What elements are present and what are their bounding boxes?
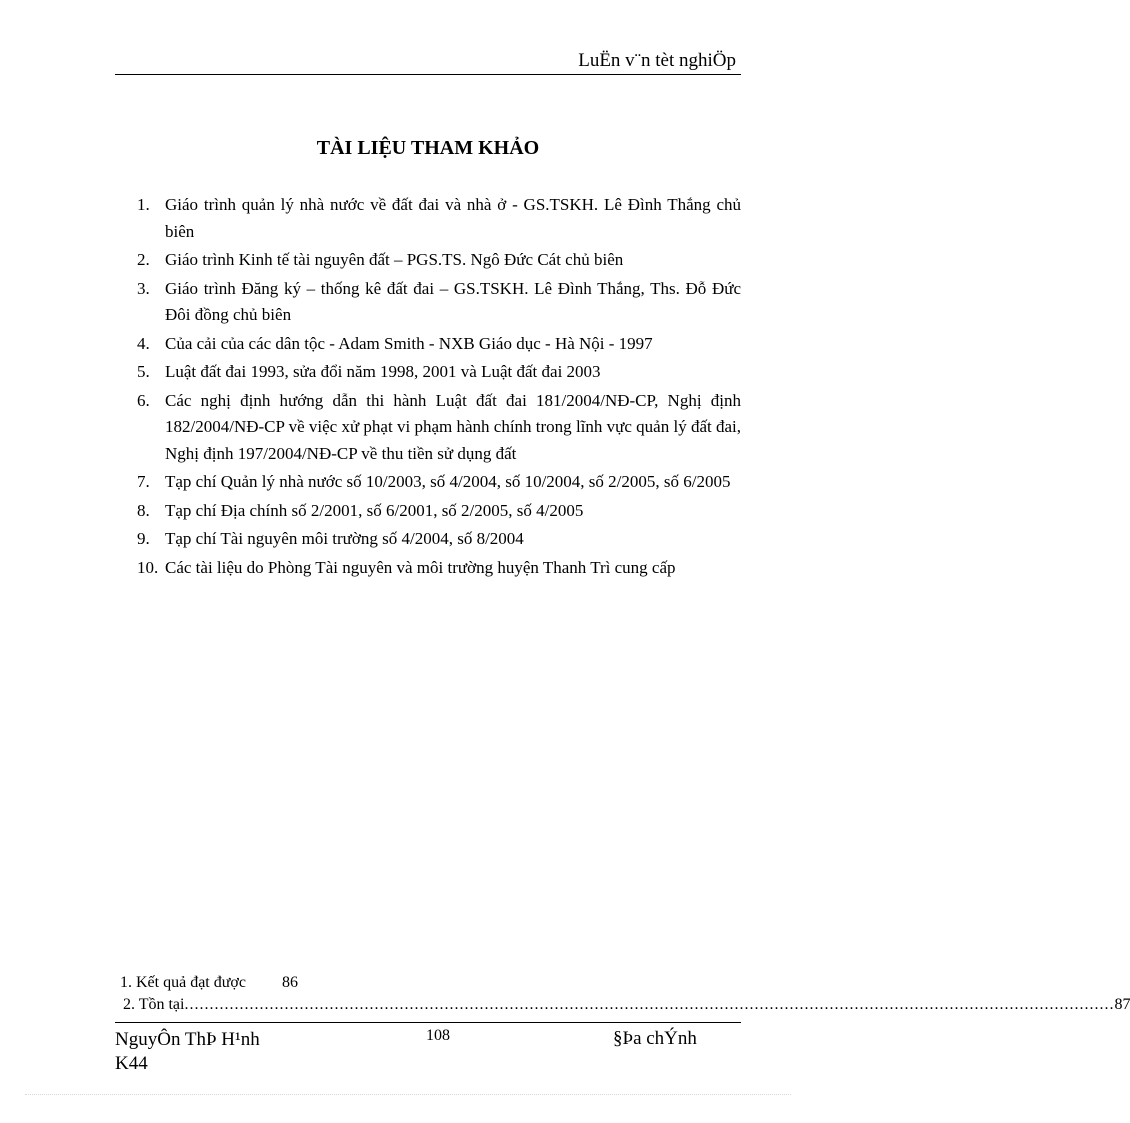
running-header-title: LuËn v¨n tèt nghiÖp [578,50,736,71]
reference-number: 6. [137,390,150,410]
reference-number: 5. [137,362,150,381]
footer-author-name: NguyÔn ThÞ H¹nh [115,1029,260,1050]
reference-number: 8. [137,500,150,520]
reference-number: 10. [137,557,159,577]
reference-item [137,555,741,582]
reference-text: Tạp chí Địa chính số 2/2001, số 6/2001, số 2/2005, số 4/2005 [165,500,584,520]
toc-entry-page: 87 [1114,996,1130,1013]
reference-number: 3. [137,278,150,298]
reference-number: 4. [137,333,150,353]
toc-entry-label: 1. Kết quả đạt được [120,974,246,991]
reference-item [137,388,741,468]
page-number: 108 [426,1027,450,1044]
reference-item [137,192,741,245]
reference-text: Các nghị định hướng dẫn thi hành Luật đất đai 181/2004/NĐ-CP, Nghị định 182/2004/NĐ-CP về việc xử phạt vi phạm hành chính trong lĩnh vực quản lý đất đai, Nghị định 197/2004/NĐ-CP về thu tiền sử dụng đất [165,390,741,463]
reference-text: Tạp chí Tài nguyên môi trường số 4/2004, số 8/2004 [165,529,524,548]
page-edge-divider [25,1094,791,1095]
reference-text: Luật đất đai 1993, sửa đổi năm 1998, 2001 và Luật đất đai 2003 [165,362,601,381]
toc-entry [120,974,762,996]
reference-item [137,498,741,525]
toc-leader-dots: .......................................................................................................................................................................................... [184,996,1115,1013]
toc-entry [120,996,1130,1014]
toc-entry-page: 86 [281,974,298,991]
reference-item [137,276,741,329]
footer-department: §Þa chÝnh [613,1028,697,1049]
toc-fragment [120,974,1130,1014]
reference-text: Tạp chí Quản lý nhà nước số 10/2003, số 4/2004, số 10/2004, số 2/2005, số 6/2005 [165,472,731,491]
footer-rule [115,1022,741,1023]
reference-number: 1. [137,195,150,214]
reference-item [137,469,741,496]
references-heading: TÀI LIỆU THAM KHẢO [316,137,540,159]
reference-number: 2. [137,250,150,269]
reference-item [137,526,741,553]
toc-entry-label: 2. Tồn tại [123,996,185,1013]
reference-number: 9. [137,529,150,548]
reference-text: Giáo trình Đăng ký – thống kê đất đai – GS.TSKH. Lê Đình Thắng, Ths. Đỗ Đức Đôi đồng chủ biên [165,278,741,324]
reference-list [137,192,741,583]
header-rule [115,74,741,75]
reference-number: 7. [137,472,150,491]
reference-item [137,247,741,274]
reference-text: Các tài liệu do Phòng Tài nguyên và môi trường huyện Thanh Trì cung cấp [165,557,676,577]
footer-author-class: K44 [115,1053,148,1074]
reference-item [137,331,741,358]
reference-item [137,359,741,386]
reference-text: Của cải của các dân tộc - Adam Smith - NXB Giáo dục - Hà Nội - 1997 [165,333,653,353]
reference-text: Giáo trình Kinh tế tài nguyên đất – PGS.TS. Ngô Đức Cát chủ biên [165,250,624,269]
reference-text: Giáo trình quản lý nhà nước về đất đai và nhà ở - GS.TSKH. Lê Đình Thắng chủ biên [165,195,741,241]
footer-author [115,1028,260,1076]
